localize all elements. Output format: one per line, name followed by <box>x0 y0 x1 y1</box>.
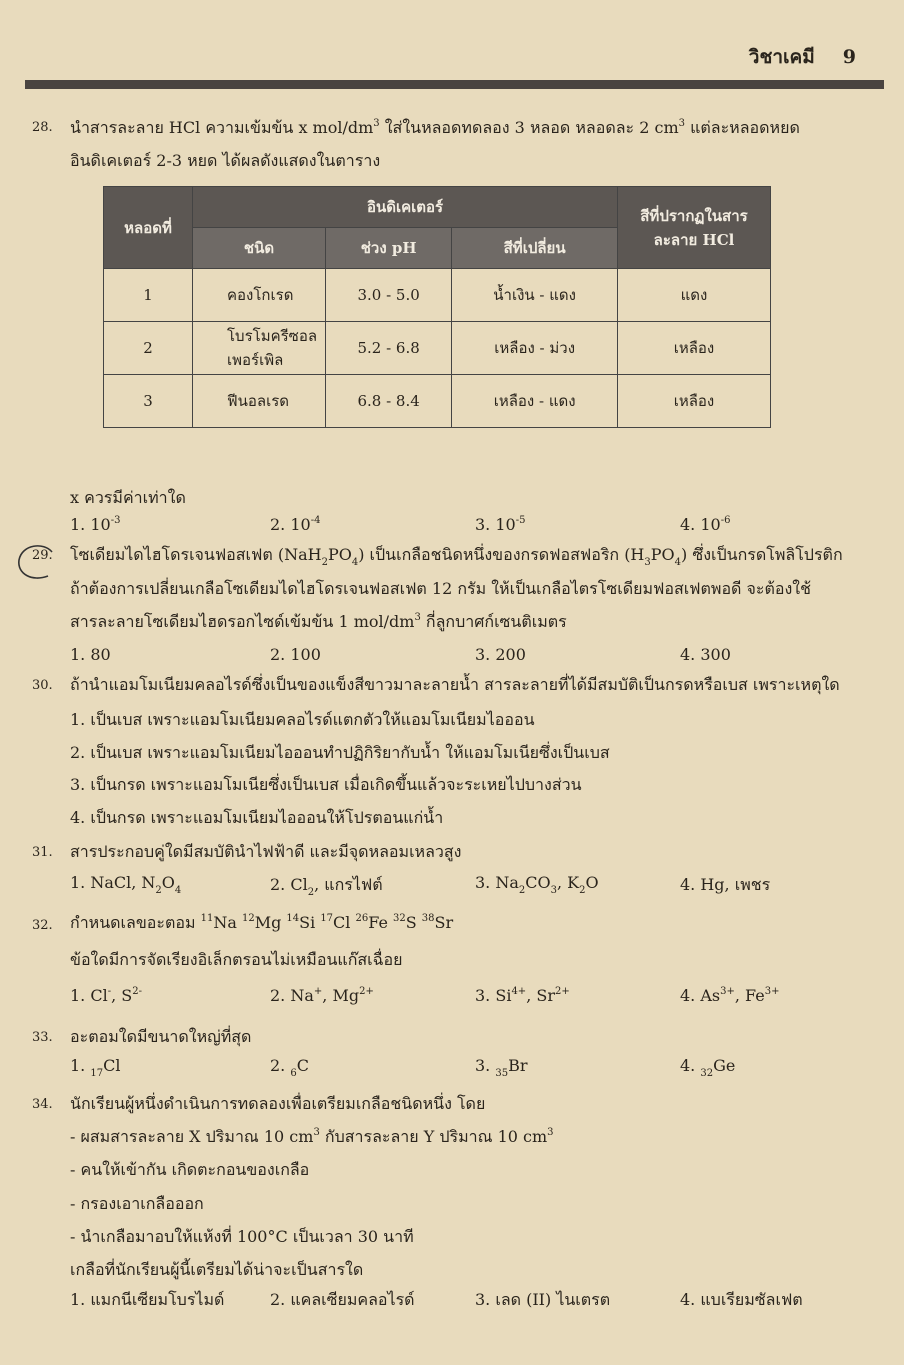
text-run: O <box>161 873 175 892</box>
question-text <box>70 1158 309 1183</box>
text-run: 1. แมกนีเซียมโบรไมด์ <box>70 1290 225 1309</box>
question-number: 29. <box>32 548 53 563</box>
ph-range: 3.0 - 5.0 <box>326 269 452 322</box>
superscript: 26 <box>355 913 369 924</box>
question-number: 28. <box>32 120 53 135</box>
header-color-in-hcl: สีที่ปรากฏในสาร ละลาย HCl <box>618 187 771 269</box>
subscript: 2 <box>321 557 328 568</box>
table-row <box>104 269 771 322</box>
text-run: Cl <box>333 913 356 932</box>
answer-option-2[interactable] <box>270 645 321 664</box>
answer-option-2[interactable] <box>270 986 374 1005</box>
text-run: Cl <box>103 1056 121 1075</box>
question-text <box>70 1258 363 1283</box>
text-run: PO <box>650 545 675 564</box>
answer-option-2[interactable] <box>270 1288 415 1313</box>
superscript: 38 <box>421 913 435 924</box>
table-row <box>104 375 771 428</box>
text-run: ) เป็นเกลือชนิดหนึ่งของกรดฟอสฟอริก (H <box>358 545 645 564</box>
question-text <box>70 1025 251 1050</box>
text-run: 3. 200 <box>475 645 526 664</box>
answer-option-3[interactable] <box>475 1056 528 1079</box>
text-run: 4. Hg, เพชร <box>680 875 771 894</box>
tube-number: 2 <box>104 322 193 375</box>
text-run: Mg <box>254 913 287 932</box>
text-run: 2. 10 <box>270 515 311 534</box>
header-ph-range: ช่วง pH <box>326 228 452 269</box>
text-run: Br <box>508 1056 528 1075</box>
header-type: ชนิด <box>193 228 326 269</box>
color-change: เหลือง - แดง <box>452 375 618 428</box>
text-run: ถ้าต้องการเปลี่ยนเกลือโซเดียมไดไฮโดรเจนฟอสเฟต 12 กรัม ให้เป็นเกลือไตรโซเดียมฟอสเฟตพอดี จะต้องใช้ <box>70 579 811 598</box>
answer-option-1[interactable] <box>70 708 535 733</box>
answer-option-4[interactable] <box>680 873 770 898</box>
text-run: x ควรมีค่าเท่าใด <box>70 488 186 507</box>
text-run: , K <box>557 873 580 892</box>
answer-option-3[interactable] <box>475 986 570 1005</box>
subscript: 2 <box>579 885 586 896</box>
page-number: 9 <box>842 46 856 68</box>
text-run: 3. Si <box>475 986 512 1005</box>
text-run: 2. แคลเซียมคลอไรด์ <box>270 1290 415 1309</box>
subscript: 35 <box>495 1068 509 1079</box>
subscript: 6 <box>290 1068 297 1079</box>
text-run: โซเดียมไดไฮโดรเจนฟอสเฟต (NaH <box>70 545 322 564</box>
answer-option-1[interactable] <box>70 1056 120 1079</box>
answer-option-1[interactable] <box>70 986 142 1005</box>
text-run: 1. 10 <box>70 515 111 534</box>
subscript: 32 <box>700 1068 714 1079</box>
indicator-type: ฟีนอลเรด <box>193 375 326 428</box>
superscript: -5 <box>515 515 526 526</box>
text-run: แต่ละหลอดหยด <box>684 118 800 137</box>
text-run: กี่ลูกบาศก์เซนติเมตร <box>420 612 567 631</box>
text-run: นำสารละลาย HCl ความเข้มข้น x mol/dm <box>70 118 374 137</box>
text-run: 2. Cl <box>270 875 308 894</box>
text-run: อินดิเคเตอร์ 2-3 หยด ได้ผลดังแสดงในตาราง <box>70 151 381 170</box>
table-row <box>104 322 771 375</box>
text-run: Fe <box>368 913 394 932</box>
answer-option-3[interactable] <box>475 1288 610 1313</box>
text-run: 4. As <box>680 986 721 1005</box>
text-run: O <box>585 873 599 892</box>
answer-option-4[interactable] <box>680 1288 803 1313</box>
subscript: 2 <box>155 885 162 896</box>
text-run: , Fe <box>734 986 765 1005</box>
text-run: ) ซึ่งเป็นกรดโพลิโปรติก <box>681 545 843 564</box>
indicator-type: คองโกเรด <box>193 269 326 322</box>
question-text <box>70 1192 204 1217</box>
text-run: 1. NaCl, N <box>70 873 156 892</box>
tube-number: 1 <box>104 269 193 322</box>
text-run: 2. เป็นเบส เพราะแอมโมเนียมไอออนทำปฏิกิริยากับน้ำ ให้แอมโมเนียซึ่งเป็นเบส <box>70 742 610 762</box>
answer-option-3[interactable] <box>70 773 582 798</box>
subscript: 2 <box>518 885 526 896</box>
text-run: 4. แบเรียมซัลเฟต <box>680 1290 803 1309</box>
color-in-hcl: แดง <box>618 269 771 322</box>
subscript: 2 <box>307 887 315 898</box>
answer-option-3[interactable] <box>475 873 599 896</box>
text-run: C <box>296 1056 309 1075</box>
header-indicator: อินดิเคเตอร์ <box>193 187 618 228</box>
superscript: 3 <box>313 1127 320 1138</box>
text-run: 1. เป็นเบส เพราะแอมโมเนียมคลอไรด์แตกตัวให้แอมโมเนียมไอออน <box>70 710 535 729</box>
superscript: 17 <box>320 913 334 924</box>
superscript: -4 <box>310 515 321 526</box>
text-run: S <box>405 913 422 932</box>
question-stem <box>70 486 186 511</box>
answer-option-1[interactable] <box>70 645 111 664</box>
text-run: - นำเกลือมาอบให้แห้งที่ 100°C เป็นเวลา 30 นาที <box>70 1227 414 1246</box>
text-run: 3. เลด (II) ไนเตรต <box>475 1290 611 1309</box>
superscript: 3 <box>547 1127 554 1138</box>
answer-option-4[interactable] <box>680 645 731 664</box>
text-run: 3. เป็นกรด เพราะแอมโมเนียซึ่งเป็นเบส เมื่อเกิดขึ้นแล้วจะระเหยไปบางส่วน <box>70 775 582 794</box>
superscript: 11 <box>200 913 214 924</box>
question-text <box>70 577 811 602</box>
text-run: , Mg <box>322 986 360 1005</box>
ph-range: 5.2 - 6.8 <box>326 322 452 375</box>
text-run: - คนให้เข้ากัน เกิดตะกอนของเกลือ <box>70 1160 310 1179</box>
answer-option-1[interactable] <box>70 1288 224 1313</box>
answer-option-3[interactable] <box>475 645 526 664</box>
text-run: , แกรไฟต์ <box>314 875 383 894</box>
superscript: -3 <box>110 515 121 526</box>
question-text <box>70 673 840 698</box>
superscript: - <box>107 986 112 997</box>
answer-option-2[interactable] <box>270 1056 309 1079</box>
question-text <box>70 610 567 635</box>
text-run: CO <box>525 873 551 892</box>
header-tube: หลอดที่ <box>104 187 193 269</box>
text-run: 4. 300 <box>680 645 731 664</box>
text-run: 3. Na <box>475 873 519 892</box>
question-number: 30. <box>32 678 53 693</box>
answer-option-4[interactable] <box>680 1056 735 1079</box>
text-run: 1. Cl <box>70 986 108 1005</box>
text-run: 4. 10 <box>680 515 721 534</box>
answer-option-4[interactable] <box>70 806 443 831</box>
text-run: Sr <box>434 913 454 932</box>
subscript: 4 <box>674 557 682 568</box>
text-run: - ผสมสารละลาย X ปริมาณ 10 cm <box>70 1127 314 1146</box>
text-run: สารประกอบคู่ใดมีสมบัตินำไฟฟ้าดี และมีจุดหลอมเหลวสูง <box>70 842 462 861</box>
text-run: ใส่ในหลอดทดลอง 3 หลอด หลอดละ 2 cm <box>379 118 679 137</box>
question-text <box>70 1125 554 1150</box>
text-run: 2. Na <box>270 986 314 1005</box>
text-run: , Sr <box>526 986 555 1005</box>
question-text <box>70 116 800 141</box>
question-number: 31. <box>32 845 53 860</box>
text-run: Ge <box>713 1056 736 1075</box>
color-change: น้ำเงิน - แดง <box>452 269 618 322</box>
text-run: 3. <box>475 1056 496 1075</box>
answer-option-2[interactable] <box>270 873 383 898</box>
color-in-hcl: เหลือง <box>618 375 771 428</box>
answer-option-4[interactable] <box>680 515 730 534</box>
text-run: 1. <box>70 1056 91 1075</box>
answer-option-1[interactable] <box>70 515 120 534</box>
answer-option-2[interactable] <box>70 741 610 766</box>
question-text <box>70 1225 414 1250</box>
text-run: Na <box>213 913 242 932</box>
subject-title: วิชาเคมี <box>748 46 815 68</box>
header-rule <box>25 80 884 89</box>
text-run: 4. <box>680 1056 701 1075</box>
text-run: นักเรียนผู้หนึ่งดำเนินการทดลองเพื่อเตรียมเกลือชนิดหนึ่ง โดย <box>70 1094 486 1113</box>
text-run: 4. เป็นกรด เพราะแอมโมเนียมไอออนให้โปรตอนแก่น้ำ <box>70 807 444 827</box>
superscript: 3+ <box>764 986 780 997</box>
superscript: 12 <box>241 913 255 924</box>
ph-range: 6.8 - 8.4 <box>326 375 452 428</box>
answer-option-2[interactable] <box>270 515 320 534</box>
question-number: 32. <box>32 918 53 933</box>
text-run: ถ้านำแอมโมเนียมคลอไรด์ซึ่งเป็นของแข็งสีขาวมาละลายน้ำ สารละลายที่ได้มีสมบัติเป็นกรดหรือเบส เพราะเหตุใด <box>70 675 840 694</box>
superscript: + <box>313 986 323 997</box>
superscript: 14 <box>286 913 300 924</box>
subscript: 4 <box>174 885 182 896</box>
color-change: เหลือง - ม่วง <box>452 322 618 375</box>
subscript: 3 <box>644 557 651 568</box>
text-run: 2. 100 <box>270 645 321 664</box>
question-text <box>70 1092 485 1117</box>
superscript: -6 <box>720 515 731 526</box>
answer-option-4[interactable] <box>680 986 780 1005</box>
superscript: 32 <box>393 913 406 924</box>
superscript: 4+ <box>511 986 527 997</box>
superscript: 2+ <box>554 986 570 997</box>
text-run: 1. 80 <box>70 645 111 664</box>
text-run: อะตอมใดมีขนาดใหญ่ที่สุด <box>70 1027 252 1046</box>
running-header <box>749 42 856 72</box>
superscript: 3 <box>373 118 380 129</box>
text-run: ข้อใดมีการจัดเรียงอิเล็กตรอนไม่เหมือนแก๊สเฉื่อย <box>70 950 403 969</box>
text-run: กับสารละลาย Y ปริมาณ 10 cm <box>319 1127 548 1146</box>
text-run: สารละลายโซเดียมไฮดรอกไซด์เข้มข้น 1 mol/dm <box>70 612 415 631</box>
question-text <box>70 543 843 568</box>
superscript: 3+ <box>720 986 735 997</box>
answer-option-1[interactable] <box>70 873 181 896</box>
subscript: 17 <box>90 1068 104 1079</box>
question-text <box>70 840 461 865</box>
text-run: Si <box>299 913 321 932</box>
text-run: , S <box>111 986 133 1005</box>
subscript: 4 <box>351 557 359 568</box>
header-color-change: สีที่เปลี่ยน <box>452 228 618 269</box>
text-run: กำหนดเลขอะตอม <box>70 913 201 932</box>
text-run: PO <box>327 545 352 564</box>
question-text <box>70 911 453 936</box>
superscript: 2- <box>132 986 142 997</box>
superscript: 3 <box>414 612 421 623</box>
subscript: 3 <box>550 885 557 896</box>
question-text <box>70 149 380 174</box>
text-run: - กรองเอาเกลือออก <box>70 1194 204 1213</box>
indicator-table <box>103 186 771 428</box>
text-run: 2. <box>270 1056 291 1075</box>
superscript: 2+ <box>359 986 374 997</box>
question-number: 34. <box>32 1097 53 1112</box>
question-text <box>70 948 403 973</box>
question-number: 33. <box>32 1030 53 1045</box>
tube-number: 3 <box>104 375 193 428</box>
color-in-hcl: เหลือง <box>618 322 771 375</box>
text-run: เกลือที่นักเรียนผู้นี้เตรียมได้น่าจะเป็นสารใด <box>70 1260 364 1279</box>
text-run: 3. 10 <box>475 515 516 534</box>
indicator-type: โบรโมครีซอล เพอร์เพิล <box>193 322 326 375</box>
answer-option-3[interactable] <box>475 515 525 534</box>
superscript: 3 <box>678 118 685 129</box>
